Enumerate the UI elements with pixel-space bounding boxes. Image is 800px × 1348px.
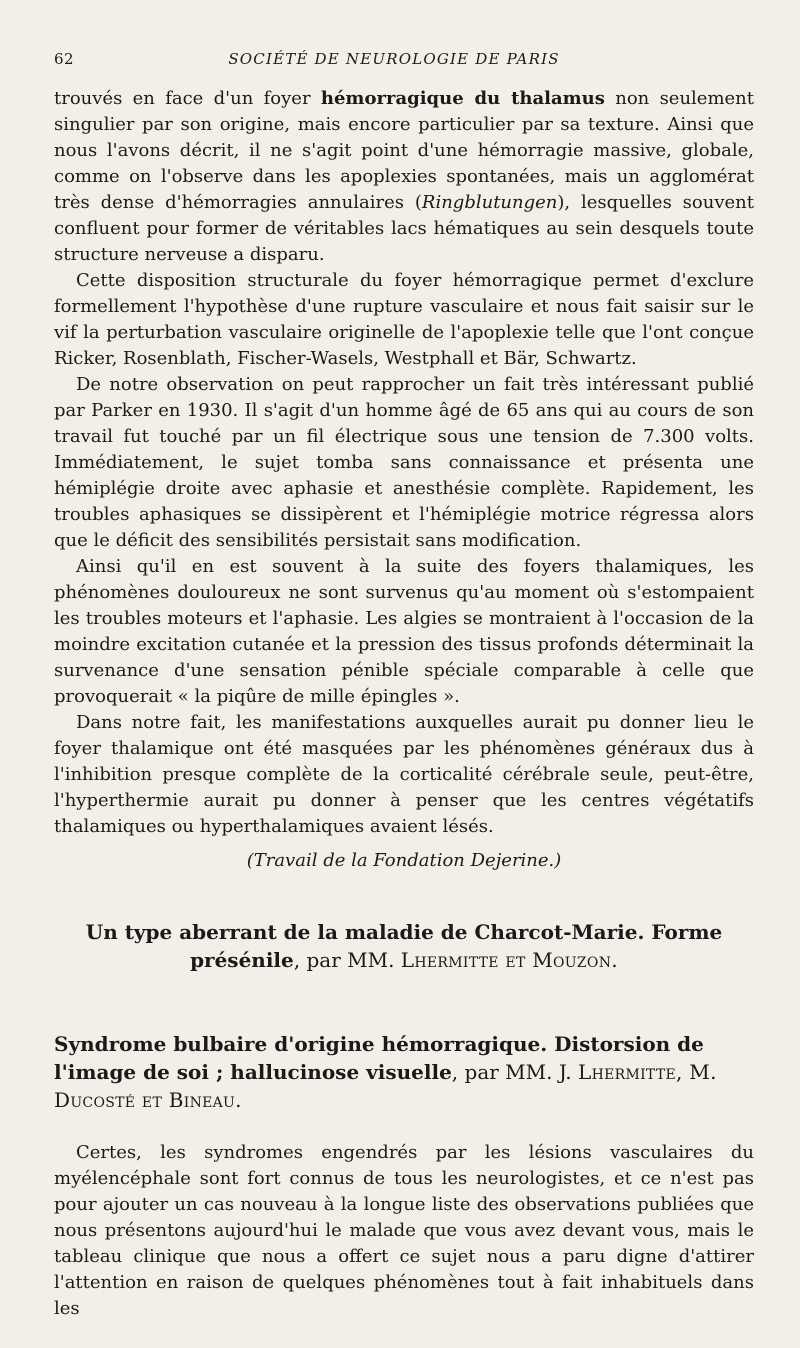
paragraph-text: ), lesquelles souvent confluent pour former de véritables lacs hématiques au sein desquels toute structure nerveuse a disparu.	[54, 192, 754, 265]
section2-paragraph-1: Certes, les syndromes engendrés par les lésions vasculaires du myélencéphale sont fort connus de tous les neurologistes, et ce n'est pas pour ajouter un cas nouveau à la longue liste des observations publiées que nous présentons aujourd'hui le malade que vous avez devant vous, mais le tableau clinique que nous a offert ce sujet nous a paru digne d'attirer l'attention en raison de quelques phénomènes tout à fait inhabituels dans les	[54, 1142, 754, 1319]
journal-page	[54, 50, 754, 1322]
emphasis-italic: Ringblutungen	[421, 192, 558, 213]
section-title-text: Syndrome bulbaire d'origine hémorragique. Distorsion de l'image de soi ; hallucinose visuelle	[54, 1032, 704, 1084]
paragraph-text: non seulement singulier par son origine, mais encore particulier par sa texture. Ainsi que nous l'avons décrit, il ne s'agit point d'une hémorragie massive, globale, comme on l'observe dans les apoplexies spontanées, mais un agglomérat très dense d'hémorragies annulaires (	[54, 88, 755, 213]
article-paragraph-5: Dans notre fait, les manifestations auxquelles aurait pu donner lieu le foyer thalamique ont été masquées par les phénomènes généraux dus à l'inhibition presque complète de la corticalité cérébrale seule, peut-être, l'hyperthermie aurait pu donner à penser que les centres végétatifs thalamiques ou hyperthalamiques avaient lésés.	[54, 712, 754, 837]
page-header	[54, 50, 754, 78]
section-title-charcot-marie	[54, 918, 754, 974]
section-title-text: Un type aberrant de la maladie de Charcot-Marie. Forme présénile	[85, 920, 723, 972]
section-title-byline: , par MM. J.	[451, 1060, 579, 1084]
section-title-syndrome-bulbaire	[54, 1030, 754, 1114]
page-number: 62	[54, 50, 75, 68]
section-authors: Lhermitte et Mouzon.	[400, 948, 618, 972]
section-authors: Lhermitte, M. Ducosté et Bineau.	[54, 1060, 717, 1112]
article-paragraph-2: Cette disposition structurale du foyer hémorragique permet d'exclure formellement l'hypothèse d'une rupture vasculaire et nous fait saisir sur le vif la perturbation vasculaire originelle de l'apoplexie telle que l'ont conçue Ricker, Rosenblath, Fischer-Wasels, Westphall et Bär, Schwartz.	[54, 270, 754, 369]
article-paragraph-1	[54, 86, 754, 268]
article-paragraph-4: Ainsi qu'il en est souvent à la suite des foyers thalamiques, les phénomènes douloureux ne sont survenus qu'au moment où s'estompaient les troubles moteurs et l'aphasie. Les algies se montraient à l'occasion de la moindre excitation cutanée et la pression des tissus profonds déterminait la survenance d'une sensation pénible spéciale comparable à celle que provoquerait « la piqûre de mille épingles ».	[54, 556, 754, 707]
running-head: SOCIÉTÉ DE NEUROLOGIE DE PARIS	[228, 50, 560, 68]
paragraph-text: trouvés en face d'un foyer	[54, 88, 321, 109]
emphasis-bold: hémorragique du thalamus	[320, 88, 605, 109]
section-title-byline: , par MM.	[293, 948, 401, 972]
article-credit: (Travail de la Fondation Dejerine.)	[246, 850, 562, 871]
article-paragraph-3: De notre observation on peut rapprocher un fait très intéressant publié par Parker en 1930. Il s'agit d'un homme âgé de 65 ans qui au cours de son travail fut touché par un fil électrique sous une tension de 7.300 volts. Immédiatement, le sujet tomba sans connaissance et présenta une hémiplégie droite avec aphasie et anesthésie complète. Rapidement, les troubles aphasiques se dissipèrent et l'hémiplégie motrice régressa alors que le déficit des sensibilités persistait sans modification.	[54, 374, 754, 551]
